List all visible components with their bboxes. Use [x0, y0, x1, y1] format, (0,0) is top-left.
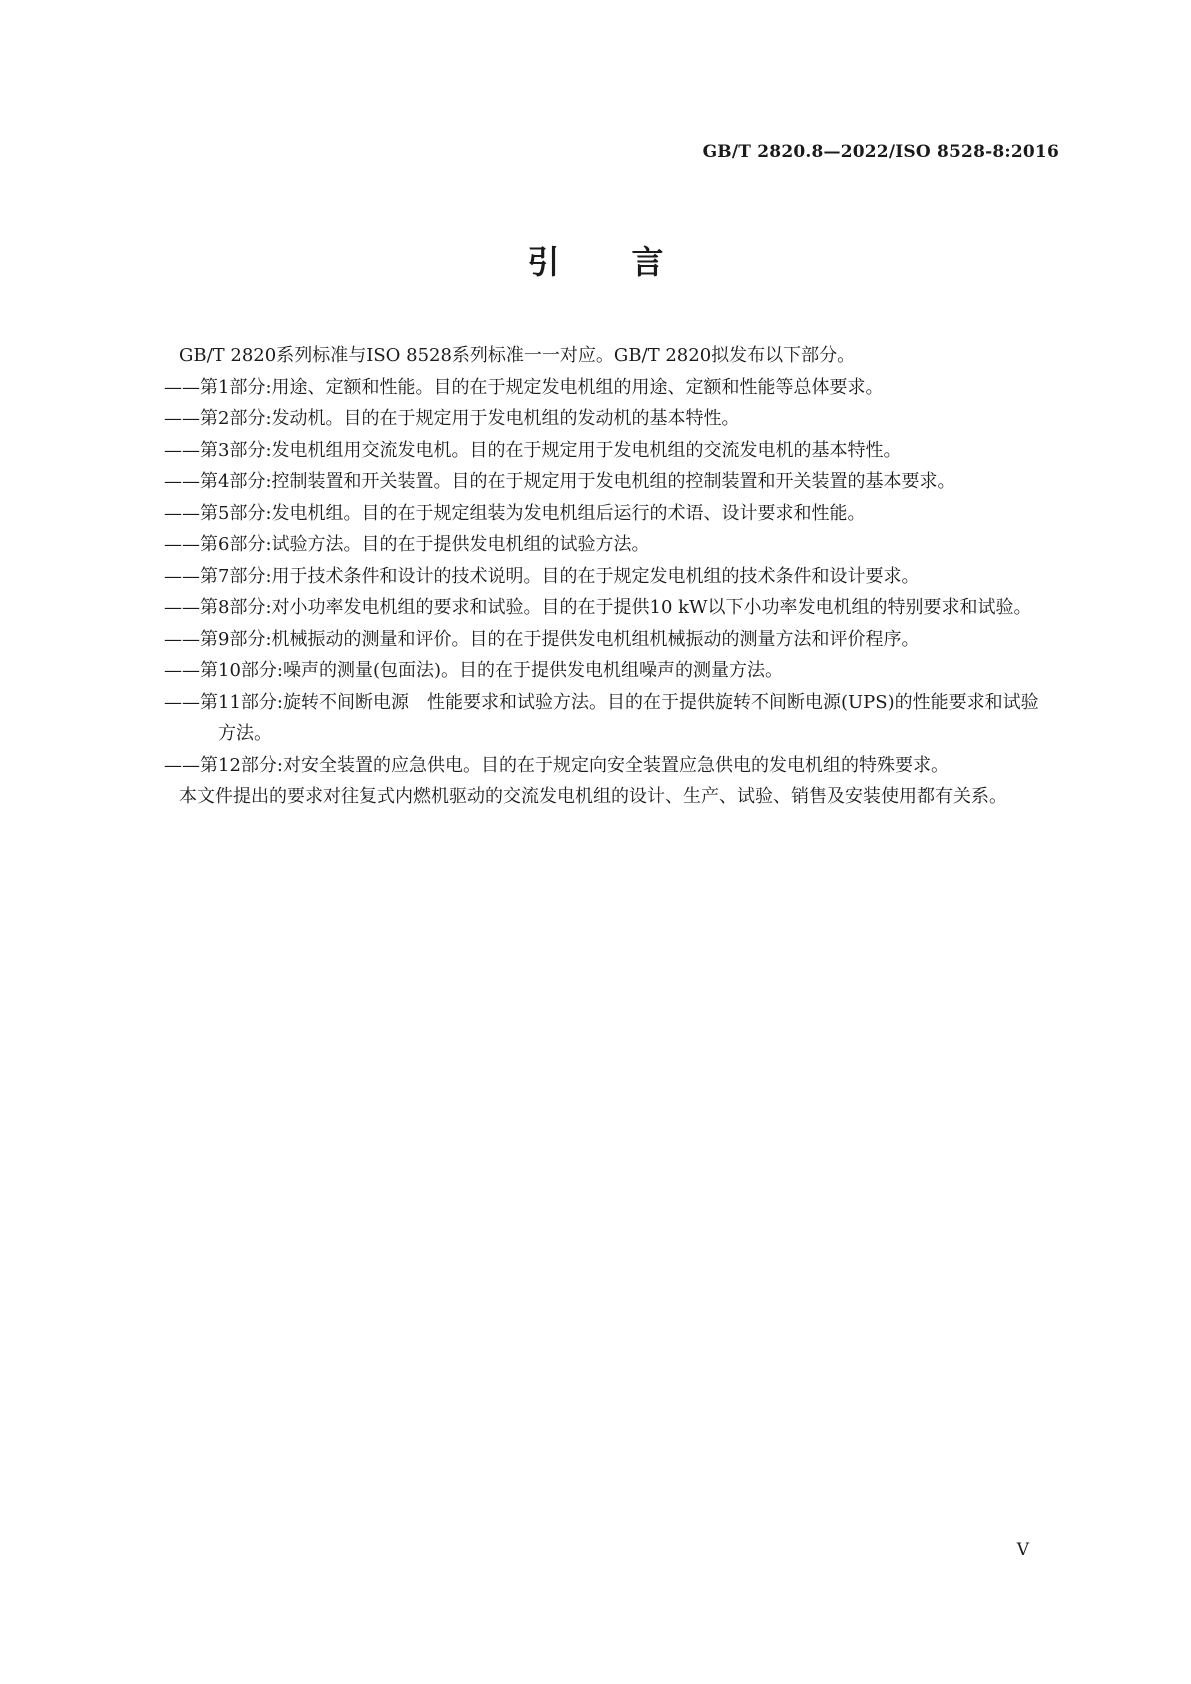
list-item-part-4: ——第4部分:控制装置和开关装置。目的在于规定用于发电机组的控制装置和开关装置的基本要求。: [164, 471, 956, 492]
list-item-part-6: ——第6部分:试验方法。目的在于提供发电机组的试验方法。: [164, 534, 650, 555]
list-item-part-3: ——第3部分:发电机组用交流发电机。目的在于规定用于发电机组的交流发电机的基本特性。: [164, 439, 902, 461]
list-item-part-12: ——第12部分:对安全装置的应急供电。目的在于规定向安全装置应急供电的发电机组的特殊要求。: [164, 754, 949, 776]
page-number: V: [1016, 1540, 1029, 1560]
list-item-part-7: ——第7部分:用于技术条件和设计的技术说明。目的在于规定发电机组的技术条件和设计要求。: [164, 565, 920, 587]
standard-code: GB/T 2820.8—2022/ISO 8528-8:2016: [702, 142, 1059, 162]
list-item-part-1: ——第1部分:用途、定额和性能。目的在于规定发电机组的用途、定额和性能等总体要求。: [164, 376, 884, 398]
list-item-part-5: ——第5部分:发电机组。目的在于规定组装为发电机组后运行的术语、设计要求和性能。: [164, 502, 866, 524]
list-item-part-2: ——第2部分:发动机。目的在于规定用于发电机组的发动机的基本特性。: [164, 408, 740, 429]
list-item-part-9: ——第9部分:机械振动的测量和评价。目的在于提供发电机组机械振动的测量方法和评价程序。: [164, 628, 920, 650]
closing-paragraph: 本文件提出的要求对往复式内燃机驱动的交流发电机组的设计、生产、试验、销售及安装使用都有关系。: [179, 786, 1007, 807]
document-body: [143, 340, 1053, 813]
intro-paragraph: GB/T 2820系列标准与ISO 8528系列标准一一对应。GB/T 2820拟发布以下部分。: [179, 345, 856, 366]
page-title: 引言: [527, 243, 736, 281]
list-item-part-8: ——第8部分:对小功率发电机组的要求和试验。目的在于提供10 kW以下小功率发电机组的特别要求和试验。: [164, 597, 1032, 618]
list-item-part-11: ——第11部分:旋转不间断电源 性能要求和试验方法。目的在于提供旋转不间断电源(UPS)的性能要求和试验方法。: [164, 691, 1039, 744]
list-item-part-10: ——第10部分:噪声的测量(包面法)。目的在于提供发电机组噪声的测量方法。: [164, 660, 784, 681]
